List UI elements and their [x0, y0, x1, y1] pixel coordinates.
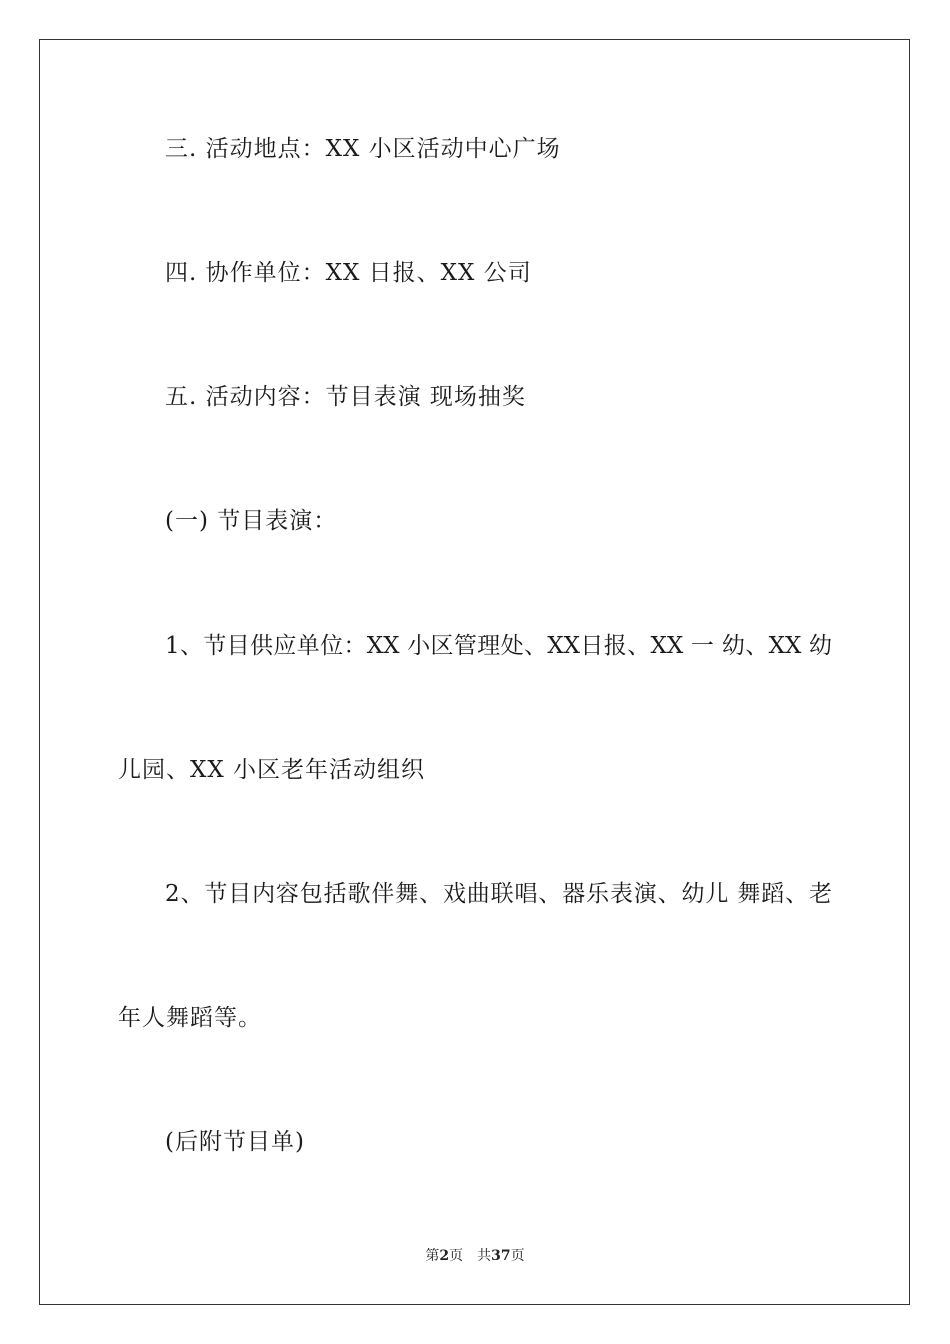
footer-page-suffix: 页 — [449, 1248, 464, 1264]
footer-page-prefix: 第 — [425, 1248, 440, 1264]
footer-total-suffix: 页 — [510, 1248, 525, 1264]
program-list-note: (后附节目单) — [165, 1129, 305, 1155]
item-one-line-one: 1、节目供应单位：XX 小区管理处、XX日报、XX 一 幼、XX 幼 — [165, 633, 832, 659]
subsection-performances-heading: (一) 节目表演： — [165, 508, 338, 534]
footer-page-number: 2 — [439, 1248, 450, 1264]
page-footer — [0, 1247, 950, 1265]
section-three-location: 三. 活动地点：XX 小区活动中心广场 — [165, 136, 561, 162]
footer-total-prefix: 共 — [477, 1248, 492, 1264]
item-two-line-two: 年人舞蹈等。 — [118, 1005, 262, 1031]
footer-total-pages: 37 — [491, 1248, 511, 1264]
item-two-line-one: 2、节目内容包括歌伴舞、戏曲联唱、器乐表演、幼儿 舞蹈、老 — [165, 881, 832, 907]
page-border — [39, 39, 910, 1305]
section-five-content: 五. 活动内容：节目表演 现场抽奖 — [165, 384, 526, 410]
section-four-partners: 四. 协作单位：XX 日报、XX 公司 — [165, 260, 532, 286]
item-one-line-two: 儿园、XX 小区老年活动组织 — [118, 757, 426, 783]
